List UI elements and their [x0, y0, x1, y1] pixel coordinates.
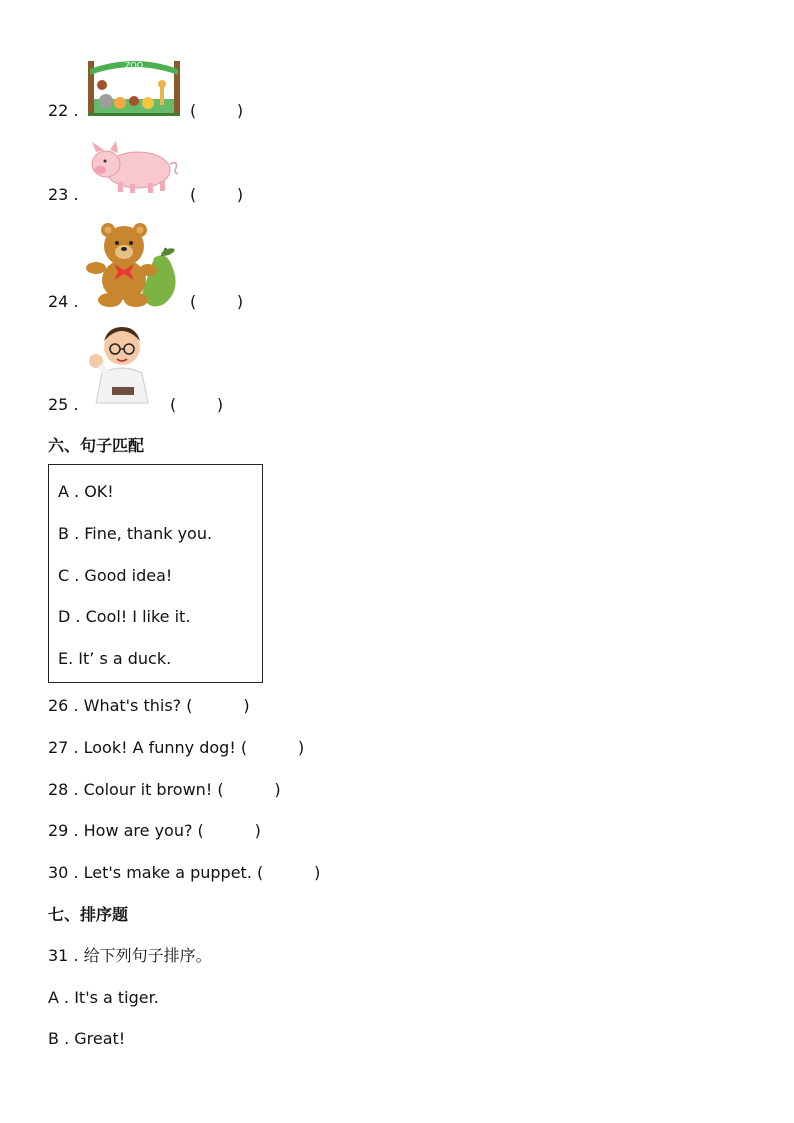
zoo-sign-text: ZOO: [124, 61, 144, 70]
section-7-title: 七、排序题: [48, 905, 129, 924]
question-24-number: 24 .: [48, 292, 79, 311]
question-27[interactable]: 27 . Look! A funny dog! ( ): [48, 738, 305, 757]
option-e: E. It’ s a duck.: [58, 649, 172, 668]
option-b: B . Fine, thank you.: [58, 524, 213, 543]
question-29[interactable]: 29 . How are you? ( ): [48, 821, 261, 840]
question-25-number: 25 .: [48, 395, 79, 414]
question-22-answer-blank[interactable]: ( ): [190, 101, 244, 120]
boy-waving-icon: [86, 323, 158, 411]
question-31-prompt: 31 . 给下列句子排序。: [48, 946, 212, 965]
sentence-a: A . It's a tiger.: [48, 988, 159, 1007]
teddy-bear-pear-icon: [86, 222, 182, 308]
option-c: C . Good idea!: [58, 566, 173, 585]
options-box: [48, 464, 263, 683]
zoo-gate-picture: [86, 55, 182, 117]
teddy-bear-pear-picture: [86, 222, 182, 308]
question-23-answer-blank[interactable]: ( ): [190, 185, 244, 204]
question-22-number: 22 .: [48, 101, 79, 120]
question-26[interactable]: 26 . What's this? ( ): [48, 696, 250, 715]
question-28[interactable]: 28 . Colour it brown! ( ): [48, 780, 281, 799]
zoo-gate-icon: [86, 55, 182, 117]
pig-picture: [86, 138, 182, 196]
question-23-number: 23 .: [48, 185, 79, 204]
section-6-title: 六、句子匹配: [48, 436, 145, 455]
boy-waving-picture: [86, 323, 158, 411]
option-d: D . Cool! I like it.: [58, 607, 191, 626]
question-30[interactable]: 30 . Let's make a puppet. ( ): [48, 863, 321, 882]
option-a: A . OK!: [58, 482, 114, 501]
pig-icon: [86, 138, 182, 196]
question-25-answer-blank[interactable]: ( ): [170, 395, 224, 414]
sentence-b: B . Great!: [48, 1029, 126, 1048]
question-24-answer-blank[interactable]: ( ): [190, 292, 244, 311]
